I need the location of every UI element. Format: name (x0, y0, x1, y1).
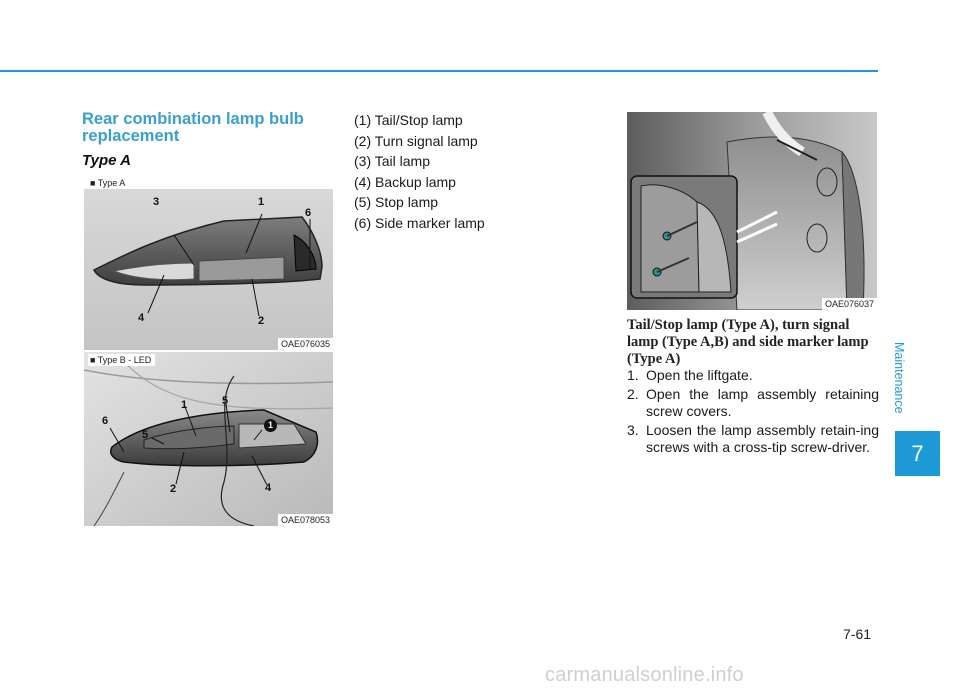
lamp-list (354, 110, 485, 234)
figure-label: ■ Type A (88, 177, 129, 189)
callout-1-badge: 1 (264, 419, 277, 432)
step-number: 3. (627, 421, 639, 438)
callout-1: 1 (181, 399, 188, 411)
callout-4: 4 (265, 482, 272, 494)
callout-5: 5 (222, 395, 229, 407)
page-number: 7-61 (843, 626, 872, 642)
type-heading: Type A (82, 152, 131, 169)
section-title: Rear combination lamp bulb replacement (82, 110, 304, 145)
figure-code: OAE076037 (822, 298, 877, 310)
lamp-list-item: (6) Side marker lamp (354, 214, 485, 231)
chapter-tab-label: Maintenance (892, 342, 906, 414)
step-text: Open the lamp assembly retaining screw covers. (646, 385, 879, 419)
step-number: 2. (627, 385, 639, 402)
header-rule (0, 70, 878, 72)
chapter-number-tab[interactable]: 7 (895, 431, 940, 476)
lamp-list-item: (1) Tail/Stop lamp (354, 112, 463, 128)
figure-code: OAE076035 (278, 338, 333, 350)
figure-type-a (84, 175, 333, 350)
callout-4: 4 (138, 312, 145, 324)
tail-lamp-type-b-illustration (84, 352, 333, 526)
watermark: carmanualsonline.info (545, 664, 744, 686)
step-number: 1. (627, 367, 639, 383)
procedure-heading: Tail/Stop lamp (Type A), turn signal lamp (Type A,B) and side marker lamp (Type A) (627, 317, 869, 367)
callout-6: 6 (305, 207, 312, 219)
tail-lamp-type-a-illustration (84, 175, 333, 350)
step-text: Open the liftgate. (646, 367, 753, 383)
callout-2: 2 (170, 483, 177, 495)
callout-3: 3 (153, 196, 160, 208)
figure-code: OAE078053 (278, 514, 333, 526)
figure-screw-removal (627, 112, 877, 310)
procedure-step (627, 386, 879, 421)
lamp-list-item: (5) Stop lamp (354, 194, 439, 211)
callout-5: 5 (142, 429, 149, 441)
figure-type-b-led (84, 352, 333, 526)
callout-6: 6 (102, 415, 109, 427)
step-text: Loosen the lamp assembly retain-ing screws with a cross-tip screw-driver. (646, 421, 879, 455)
lamp-list-item: (3) Tail lamp (354, 153, 430, 170)
screw-removal-illustration (627, 112, 877, 310)
procedure-step (627, 367, 879, 385)
procedure-steps (627, 367, 879, 458)
lamp-list-item: (4) Backup lamp (354, 173, 456, 190)
lamp-list-item: (2) Turn signal lamp (354, 132, 478, 149)
figure-label: ■ Type B - LED (88, 354, 155, 366)
callout-1: 1 (258, 196, 265, 208)
procedure-step (627, 422, 879, 457)
callout-2: 2 (258, 315, 265, 327)
